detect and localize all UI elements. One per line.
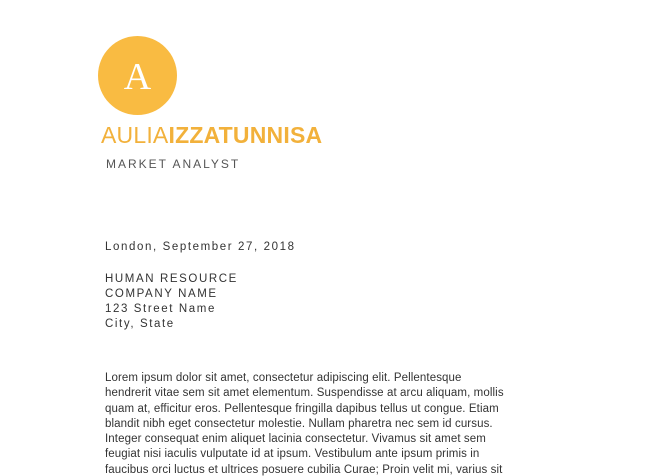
recipient-company: COMPANY NAME — [105, 288, 218, 300]
first-name: AULIA — [101, 122, 169, 148]
recipient-city: City, State — [105, 318, 175, 330]
letter-date: London, September 27, 2018 — [105, 241, 296, 253]
body-line: blandit nibh eget consectetur molestie. Nullam pharetra nec sem id cursus. — [105, 417, 493, 430]
body-line: hendrerit vitae sem sit amet elementum. Suspendisse at arcu aliquam, mollis — [105, 387, 504, 400]
recipient-department: HUMAN RESOURCE — [105, 273, 238, 285]
recipient-address — [105, 272, 238, 332]
body-line: faucibus orci luctus et ultrices posuere cubilia Curae; Proin velit mi, varius sit — [105, 463, 503, 476]
monogram-letter: A — [123, 55, 152, 98]
body-line: Integer consequat enim aliquet lacinia consectetur. Vivamus sit amet sem — [105, 433, 486, 446]
body-line: quam at, efficitur eros. Pellentesque fringilla dapibus tellus ut congue. Etiam — [105, 402, 499, 415]
body-line: Lorem ipsum dolor sit amet, consectetur adipiscing elit. Pellentesque — [105, 372, 462, 384]
body-line: feugiat nisi iaculis vulputate id at ipsum. Vestibulum ante ipsum primis in — [105, 448, 480, 461]
job-title: MARKET ANALYST — [106, 157, 241, 171]
monogram-circle — [98, 36, 177, 115]
last-name: IZZATUNNISA — [168, 122, 323, 148]
letter-body — [105, 371, 575, 476]
applicant-name — [101, 121, 322, 149]
recipient-street: 123 Street Name — [105, 303, 216, 315]
